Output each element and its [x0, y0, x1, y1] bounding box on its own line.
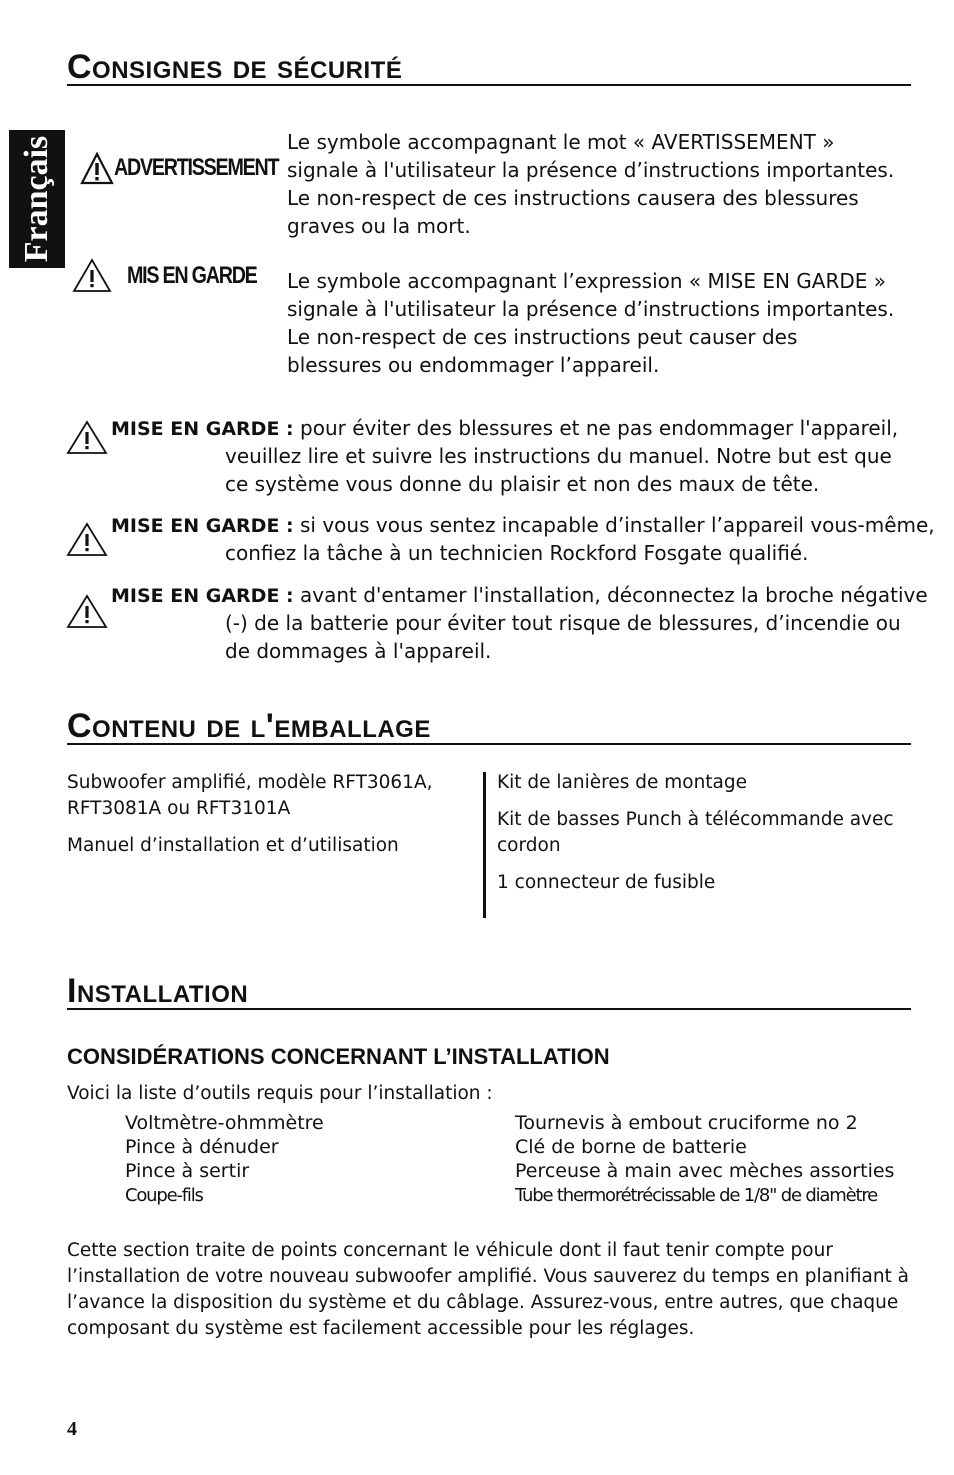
considerations-body: Cette section traite de points concernant le véhicule dont il faut tenir compte pour l’installation de votre nouveau subwoofer amplifié. Vous sauverez du temps en planifiant à l’avance la disposition du système et du câblage. Assurez-vous, entre autres, que chaque composant du système est facilement accessible pour les réglages.: [67, 1240, 910, 1339]
warning-label: ADVERTISSEMENT: [114, 154, 279, 181]
considerations-title: CONSIDÉRATIONS CONCERNANT L’INSTALLATION: [67, 1044, 610, 1069]
language-tab: [9, 130, 65, 268]
package-item: Manuel d’installation et d’utilisation: [67, 835, 399, 856]
caution-icon: [66, 522, 108, 558]
warning-triangle-icon: [80, 152, 114, 186]
caution-triangle-icon: [72, 258, 112, 294]
package-item: Subwoofer amplifié, modèle RFT3061A, RFT3081A ou RFT3101A: [67, 772, 433, 819]
warning-description: Le symbole accompagnant le mot « AVERTISSEMENT » signale à l'utilisateur la présence d’instructions importantes. Le non-respect de ces instructions causera des blessures graves ou la mort.: [287, 130, 895, 238]
caution-item: MISE EN GARDE : si vous vous sentez incapable d’installer l’appareil vous-même,: [111, 513, 935, 537]
caution-description: Le symbole accompagnant l’expression « MISE EN GARDE » signale à l'utilisateur la présence d’instructions importantes. Le non-respect de ces instructions peut causer des blessures ou endommager l’appareil.: [287, 269, 895, 377]
section-title-installation: Installation: [67, 974, 911, 1010]
caution-item-text: veuillez lire et suivre les instructions du manuel. Notre but est que ce système vous donne du plaisir et non des maux de tête.: [225, 444, 892, 496]
caution-item: MISE EN GARDE : avant d'entamer l'installation, déconnectez la broche négative: [111, 583, 928, 607]
section-title-contents: Contenu de l'emballage: [67, 709, 911, 745]
tool-item: Perceuse à main avec mèches assorties: [515, 1160, 895, 1182]
package-item: 1 connecteur de fusible: [497, 872, 716, 893]
caution-label: MIS EN GARDE: [127, 262, 257, 289]
page-number: 4: [67, 1418, 77, 1440]
caution-item: MISE EN GARDE : pour éviter des blessures et ne pas endommager l'appareil,: [111, 416, 899, 440]
tool-item: Pince à dénuder: [125, 1136, 279, 1158]
caution-item-text: (-) de la batterie pour éviter tout risque de blessures, d’incendie ou de dommages à l'appareil.: [225, 611, 901, 663]
tool-item: Clé de borne de batterie: [515, 1136, 747, 1158]
caution-icon: [66, 420, 108, 456]
tools-intro: Voici la liste d’outils requis pour l’installation :: [67, 1083, 493, 1104]
package-item: Kit de lanières de montage: [497, 772, 748, 793]
tool-item: Tube thermorétrécissable de 1/8" de diamètre: [515, 1185, 877, 1206]
caution-icon: [66, 594, 108, 630]
tool-item: Tournevis à embout cruciforme no 2: [515, 1112, 858, 1134]
tool-item: Pince à sertir: [125, 1160, 250, 1182]
tool-item: Coupe-fils: [125, 1185, 203, 1206]
column-divider: [483, 772, 486, 918]
tool-item: Voltmètre-ohmmètre: [125, 1112, 324, 1134]
package-item: Kit de basses Punch à télécommande avec cordon: [497, 809, 894, 856]
caution-item-text: confiez la tâche à un technicien Rockford Fosgate qualifié.: [225, 541, 809, 565]
language-tab-label: Français: [18, 135, 55, 263]
section-title-safety: Consignes de sécurité: [67, 50, 911, 86]
